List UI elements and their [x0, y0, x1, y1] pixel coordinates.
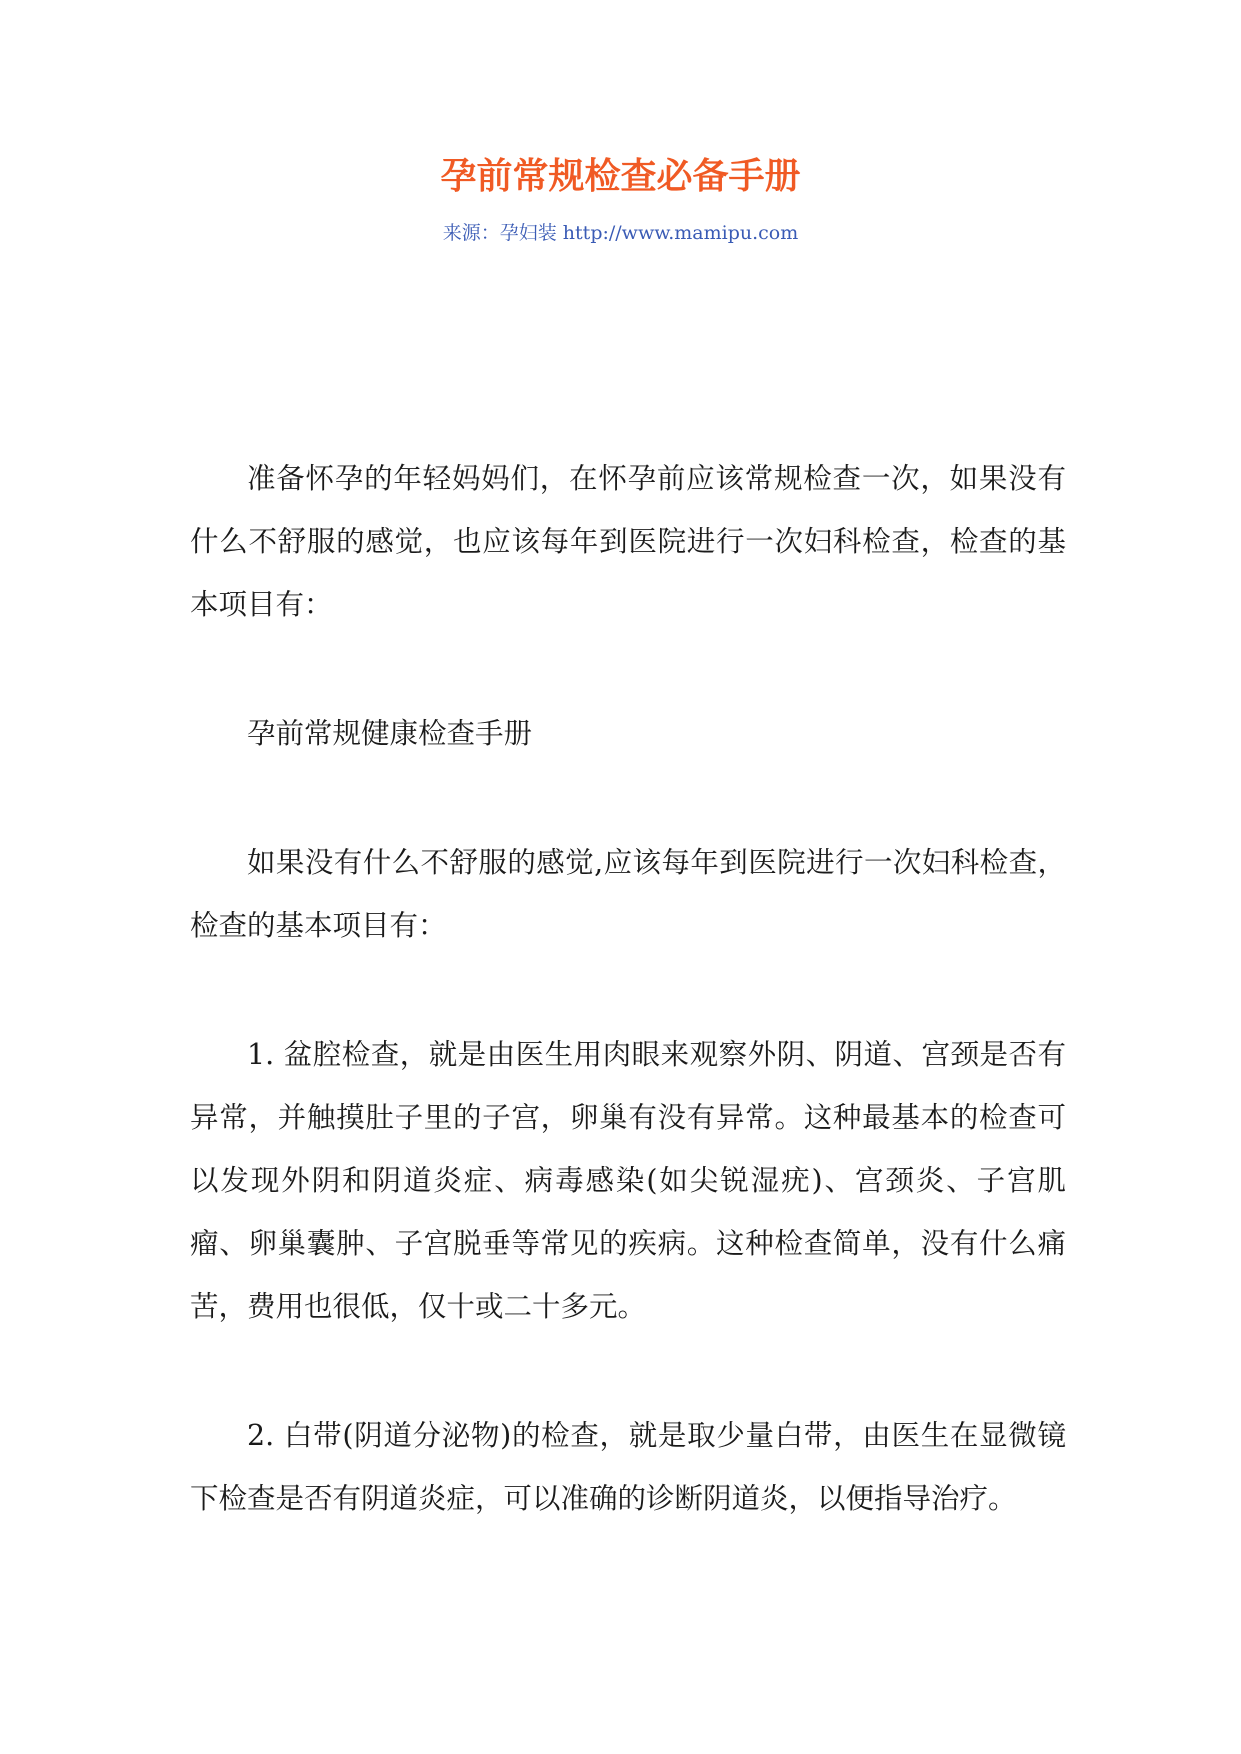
paragraph-item-1-pelvic-exam: 1. 盆腔检查，就是由医生用肉眼来观察外阴、阴道、宫颈是否有异常，并触摸肚子里的子宫，卵巢有没有异常。这种最基本的检查可以发现外阴和阴道炎症、病毒感染(如尖锐湿疣)、宫颈炎、子宫肌瘤、卵巢囊肿、子宫脱垂等常见的疾病。这种检查简单，没有什么痛苦，费用也很低，仅十或二十多元。	[190, 1038, 1066, 1323]
document-body	[190, 447, 1066, 1530]
paragraph-basic-items: 如果没有什么不舒服的感觉,应该每年到医院进行一次妇科检查，检查的基本项目有：	[190, 846, 1066, 942]
source-line: 来源：孕妇装 http://www.mamipu.com	[442, 222, 799, 244]
document-title: 孕前常规检查必备手册	[440, 155, 801, 197]
paragraph-item-2-leucorrhea-exam: 2. 白带(阴道分泌物)的检查，就是取少量白带，由医生在显微镜下检查是否有阴道炎症，可以准确的诊断阴道炎，以便指导治疗。	[190, 1419, 1066, 1515]
paragraph-subheading: 孕前常规健康检查手册	[247, 717, 533, 750]
paragraph-intro: 准备怀孕的年轻妈妈们，在怀孕前应该常规检查一次，如果没有什么不舒服的感觉，也应该每年到医院进行一次妇科检查，检查的基本项目有：	[190, 462, 1066, 621]
